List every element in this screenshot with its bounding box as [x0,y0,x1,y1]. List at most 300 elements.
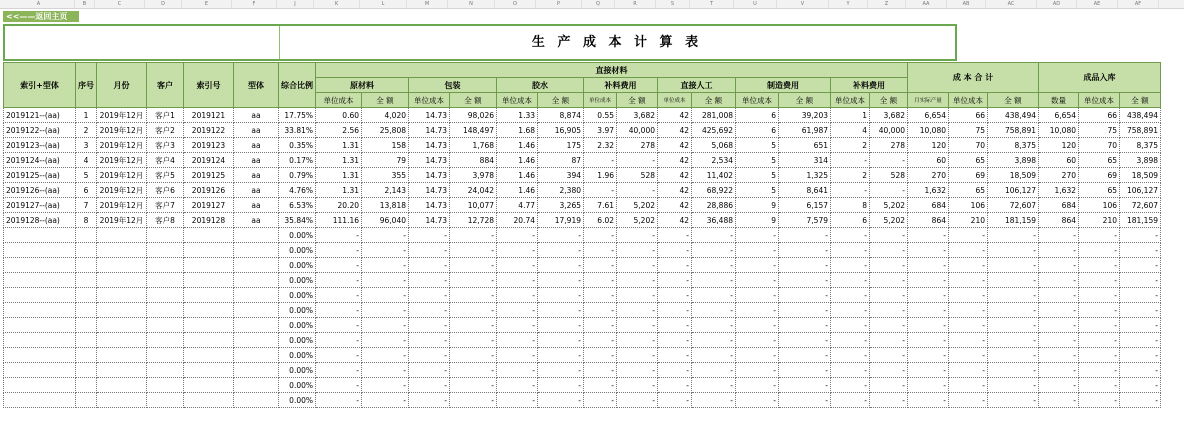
table-cell[interactable]: - [870,393,908,408]
table-cell[interactable]: 1,768 [450,138,497,153]
table-cell[interactable] [184,378,234,393]
table-cell[interactable]: - [779,273,831,288]
table-cell[interactable]: 4,020 [362,108,409,123]
table-cell[interactable]: - [1120,288,1161,303]
table-cell[interactable]: - [409,228,450,243]
table-cell[interactable]: 0.00% [279,378,316,393]
table-cell[interactable]: 0.00% [279,303,316,318]
table-cell[interactable]: - [779,348,831,363]
table-cell[interactable] [184,303,234,318]
table-cell[interactable] [4,333,76,348]
table-cell[interactable]: - [736,258,779,273]
table-cell[interactable]: - [831,273,870,288]
column-letter[interactable]: AC [986,0,1037,8]
table-cell[interactable]: 1.96 [584,168,617,183]
table-cell[interactable]: - [617,228,658,243]
table-cell[interactable]: 0.17% [279,153,316,168]
table-cell[interactable]: - [409,273,450,288]
table-cell[interactable] [97,228,147,243]
table-cell[interactable]: - [409,393,450,408]
table-cell[interactable]: - [658,243,692,258]
table-cell[interactable] [184,273,234,288]
table-cell[interactable]: aa [234,168,279,183]
table-cell[interactable]: 3.97 [584,123,617,138]
table-cell[interactable]: 0.35% [279,138,316,153]
back-to-home-link[interactable]: <<——返回主页 [3,11,79,22]
table-cell[interactable] [147,243,184,258]
table-cell[interactable]: 28,886 [692,198,736,213]
table-cell[interactable]: - [538,258,584,273]
table-cell[interactable]: - [362,393,409,408]
table-cell[interactable]: - [409,243,450,258]
table-cell[interactable]: - [988,348,1039,363]
table-cell[interactable]: 3,978 [450,168,497,183]
table-cell[interactable]: - [736,378,779,393]
table-cell[interactable]: - [870,333,908,348]
column-letter[interactable]: L [360,0,407,8]
table-cell[interactable]: 3,682 [617,108,658,123]
table-cell[interactable]: 2019年12月 [97,183,147,198]
table-cell[interactable]: 70 [1079,138,1120,153]
table-cell[interactable] [147,258,184,273]
table-cell[interactable]: - [538,378,584,393]
table-cell[interactable]: 40,000 [870,123,908,138]
table-cell[interactable]: - [908,303,949,318]
table-cell[interactable]: 18,509 [988,168,1039,183]
column-letter[interactable]: N [448,0,495,8]
column-letter[interactable]: AF [1118,0,1159,8]
table-cell[interactable]: 68,922 [692,183,736,198]
table-cell[interactable]: - [409,348,450,363]
table-cell[interactable]: - [658,303,692,318]
table-cell[interactable]: - [1120,258,1161,273]
table-cell[interactable]: 270 [1039,168,1079,183]
table-cell[interactable]: 106,127 [988,183,1039,198]
table-cell[interactable]: 2019126--(aa) [4,183,76,198]
table-cell[interactable]: - [617,348,658,363]
table-cell[interactable]: 2,380 [538,183,584,198]
table-cell[interactable] [147,228,184,243]
table-cell[interactable]: - [779,378,831,393]
table-cell[interactable]: 20.20 [316,198,362,213]
table-cell[interactable]: - [736,288,779,303]
table-cell[interactable] [97,243,147,258]
table-cell[interactable]: 106,127 [1120,183,1161,198]
table-cell[interactable]: 8 [831,198,870,213]
table-cell[interactable]: 106 [1079,198,1120,213]
table-cell[interactable]: - [870,273,908,288]
table-cell[interactable]: 355 [362,168,409,183]
table-cell[interactable]: 2019年12月 [97,168,147,183]
table-cell[interactable]: - [779,393,831,408]
table-cell[interactable]: - [779,288,831,303]
table-cell[interactable]: 客户6 [147,183,184,198]
table-cell[interactable] [76,273,97,288]
table-cell[interactable]: 3,682 [870,108,908,123]
table-cell[interactable]: - [908,318,949,333]
table-cell[interactable]: 6,654 [1039,108,1079,123]
table-cell[interactable]: - [409,303,450,318]
table-cell[interactable]: - [949,378,988,393]
table-cell[interactable] [4,228,76,243]
table-cell[interactable]: - [450,243,497,258]
table-cell[interactable]: 0.00% [279,273,316,288]
table-cell[interactable]: - [949,228,988,243]
table-cell[interactable] [147,348,184,363]
table-cell[interactable]: 0.79% [279,168,316,183]
table-cell[interactable] [234,378,279,393]
table-cell[interactable] [4,303,76,318]
column-letter[interactable]: O [495,0,536,8]
table-cell[interactable] [4,393,76,408]
table-cell[interactable]: - [1079,333,1120,348]
table-cell[interactable]: 69 [949,168,988,183]
table-cell[interactable]: - [779,228,831,243]
table-cell[interactable]: - [497,288,538,303]
table-cell[interactable]: - [736,243,779,258]
table-cell[interactable]: - [779,363,831,378]
column-letter[interactable]: Q [582,0,615,8]
table-cell[interactable]: 客户4 [147,153,184,168]
table-cell[interactable]: - [1120,348,1161,363]
table-cell[interactable]: - [584,273,617,288]
table-cell[interactable]: 314 [779,153,831,168]
table-cell[interactable]: - [949,363,988,378]
table-cell[interactable]: - [831,243,870,258]
table-cell[interactable]: 11,402 [692,168,736,183]
table-cell[interactable]: 2019124--(aa) [4,153,76,168]
table-cell[interactable]: 2019128 [184,213,234,228]
table-cell[interactable]: - [362,348,409,363]
table-cell[interactable]: aa [234,153,279,168]
table-cell[interactable] [184,258,234,273]
table-cell[interactable]: 35.84% [279,213,316,228]
column-letter[interactable]: T [690,0,734,8]
column-letter[interactable]: J [277,0,314,8]
table-cell[interactable] [234,288,279,303]
table-cell[interactable]: 1.46 [497,168,538,183]
table-cell[interactable]: - [988,273,1039,288]
table-cell[interactable]: 66 [949,108,988,123]
table-cell[interactable]: - [1120,273,1161,288]
table-cell[interactable]: 2 [76,123,97,138]
table-cell[interactable]: - [779,333,831,348]
table-cell[interactable]: 2 [831,138,870,153]
table-cell[interactable]: - [831,378,870,393]
table-cell[interactable]: 6 [736,123,779,138]
table-cell[interactable]: 2019126 [184,183,234,198]
table-cell[interactable] [97,378,147,393]
table-cell[interactable]: - [450,288,497,303]
table-cell[interactable]: 0.60 [316,108,362,123]
table-cell[interactable]: 72,607 [1120,198,1161,213]
table-cell[interactable]: 0.55 [584,108,617,123]
table-cell[interactable]: - [736,363,779,378]
table-cell[interactable]: - [988,378,1039,393]
table-cell[interactable]: 684 [908,198,949,213]
table-cell[interactable]: 2019124 [184,153,234,168]
table-cell[interactable]: - [988,258,1039,273]
table-cell[interactable]: 75 [1079,123,1120,138]
table-cell[interactable]: - [692,243,736,258]
table-cell[interactable]: - [908,333,949,348]
table-cell[interactable]: 2.32 [584,138,617,153]
table-cell[interactable] [234,228,279,243]
table-cell[interactable]: - [1039,303,1079,318]
table-cell[interactable]: - [949,273,988,288]
table-cell[interactable]: - [316,243,362,258]
table-cell[interactable]: 17,919 [538,213,584,228]
table-cell[interactable]: 40,000 [617,123,658,138]
table-cell[interactable] [4,243,76,258]
table-cell[interactable]: 14.73 [409,198,450,213]
table-cell[interactable]: 4.77 [497,198,538,213]
table-cell[interactable]: 70 [949,138,988,153]
table-cell[interactable]: 5 [736,153,779,168]
table-cell[interactable]: 6.53% [279,198,316,213]
table-cell[interactable]: - [617,243,658,258]
column-letter[interactable]: M [407,0,448,8]
table-cell[interactable]: - [908,378,949,393]
table-cell[interactable]: - [1120,393,1161,408]
table-cell[interactable] [184,288,234,303]
table-cell[interactable]: 36,488 [692,213,736,228]
column-letter[interactable]: AE [1077,0,1118,8]
table-cell[interactable]: - [908,228,949,243]
table-cell[interactable]: 客户1 [147,108,184,123]
table-cell[interactable]: 65 [949,183,988,198]
table-cell[interactable] [76,318,97,333]
table-cell[interactable]: - [450,318,497,333]
table-cell[interactable] [184,363,234,378]
table-cell[interactable] [76,363,97,378]
table-cell[interactable]: 2019122--(aa) [4,123,76,138]
table-cell[interactable]: - [617,303,658,318]
table-cell[interactable]: 42 [658,168,692,183]
table-cell[interactable]: - [736,333,779,348]
table-cell[interactable]: - [831,348,870,363]
table-cell[interactable]: - [736,228,779,243]
table-cell[interactable]: - [497,333,538,348]
table-cell[interactable]: - [949,303,988,318]
table-cell[interactable]: - [617,318,658,333]
table-cell[interactable]: 5,202 [870,198,908,213]
table-cell[interactable]: - [450,393,497,408]
table-cell[interactable]: 12,728 [450,213,497,228]
table-cell[interactable] [234,363,279,378]
table-cell[interactable] [76,393,97,408]
table-cell[interactable] [97,288,147,303]
table-cell[interactable]: - [908,363,949,378]
table-cell[interactable]: - [362,378,409,393]
table-cell[interactable] [234,258,279,273]
table-cell[interactable]: - [584,153,617,168]
column-letter[interactable]: E [182,0,232,8]
table-cell[interactable] [234,318,279,333]
table-cell[interactable]: 1 [76,108,97,123]
table-cell[interactable]: - [409,363,450,378]
table-cell[interactable]: - [1120,363,1161,378]
table-cell[interactable]: - [538,228,584,243]
table-cell[interactable]: - [831,153,870,168]
table-cell[interactable]: - [988,243,1039,258]
table-cell[interactable]: 65 [1079,153,1120,168]
table-cell[interactable]: - [736,273,779,288]
table-cell[interactable]: - [617,153,658,168]
table-cell[interactable]: 66 [1079,108,1120,123]
table-cell[interactable]: 2.56 [316,123,362,138]
table-cell[interactable]: - [538,363,584,378]
table-cell[interactable]: - [870,258,908,273]
table-cell[interactable] [234,348,279,363]
table-cell[interactable]: - [316,288,362,303]
table-cell[interactable]: - [908,348,949,363]
table-cell[interactable]: - [949,288,988,303]
table-cell[interactable]: - [908,288,949,303]
table-cell[interactable]: 0.00% [279,363,316,378]
table-cell[interactable] [4,273,76,288]
table-cell[interactable]: - [584,288,617,303]
table-cell[interactable]: - [362,363,409,378]
table-cell[interactable] [4,258,76,273]
table-cell[interactable]: - [450,273,497,288]
table-cell[interactable]: - [617,393,658,408]
table-cell[interactable]: - [1120,318,1161,333]
table-cell[interactable]: - [538,273,584,288]
table-cell[interactable]: 客户2 [147,123,184,138]
table-cell[interactable]: 2019128--(aa) [4,213,76,228]
table-cell[interactable]: - [1039,348,1079,363]
table-cell[interactable]: - [870,288,908,303]
table-cell[interactable]: - [497,258,538,273]
table-cell[interactable] [147,318,184,333]
table-cell[interactable]: - [692,228,736,243]
table-cell[interactable]: 2019年12月 [97,153,147,168]
table-cell[interactable]: 864 [1039,213,1079,228]
table-cell[interactable]: - [988,228,1039,243]
column-letter[interactable]: AB [947,0,986,8]
table-cell[interactable]: 175 [538,138,584,153]
table-cell[interactable]: 4 [831,123,870,138]
table-cell[interactable]: - [870,303,908,318]
table-cell[interactable]: 客户3 [147,138,184,153]
table-cell[interactable]: 33.81% [279,123,316,138]
column-letter[interactable]: P [536,0,582,8]
table-cell[interactable]: 5 [736,138,779,153]
table-cell[interactable]: - [362,273,409,288]
table-cell[interactable]: 42 [658,183,692,198]
table-cell[interactable]: - [584,318,617,333]
table-cell[interactable]: - [658,258,692,273]
table-cell[interactable]: 6,654 [908,108,949,123]
table-cell[interactable]: 270 [908,168,949,183]
table-cell[interactable]: 3,265 [538,198,584,213]
table-cell[interactable]: - [692,393,736,408]
column-letter[interactable]: R [615,0,656,8]
table-cell[interactable]: - [497,318,538,333]
table-cell[interactable]: - [538,348,584,363]
table-cell[interactable]: 2,143 [362,183,409,198]
table-cell[interactable]: - [362,258,409,273]
table-cell[interactable]: - [658,393,692,408]
table-cell[interactable]: - [1079,378,1120,393]
table-cell[interactable]: - [584,228,617,243]
table-cell[interactable]: - [870,183,908,198]
table-cell[interactable]: 0.00% [279,393,316,408]
table-cell[interactable]: 0.00% [279,348,316,363]
table-cell[interactable]: 0.00% [279,333,316,348]
table-cell[interactable]: - [1039,318,1079,333]
table-cell[interactable]: - [658,288,692,303]
column-letter[interactable]: F [232,0,277,8]
table-cell[interactable]: - [870,318,908,333]
table-cell[interactable]: 651 [779,138,831,153]
table-cell[interactable]: 2019年12月 [97,198,147,213]
table-cell[interactable] [147,378,184,393]
table-cell[interactable]: 210 [1079,213,1120,228]
table-cell[interactable]: - [779,303,831,318]
table-cell[interactable]: 87 [538,153,584,168]
table-cell[interactable]: - [497,243,538,258]
table-cell[interactable]: - [658,273,692,288]
table-cell[interactable]: 2019127--(aa) [4,198,76,213]
table-cell[interactable]: - [658,228,692,243]
table-cell[interactable]: 1.68 [497,123,538,138]
column-letter[interactable]: Y [829,0,868,8]
table-cell[interactable]: - [1079,258,1120,273]
table-cell[interactable]: 96,040 [362,213,409,228]
table-cell[interactable]: 7.61 [584,198,617,213]
table-cell[interactable]: 75 [949,123,988,138]
table-cell[interactable] [147,333,184,348]
table-cell[interactable]: 17.75% [279,108,316,123]
table-cell[interactable]: 24,042 [450,183,497,198]
table-cell[interactable]: 98,026 [450,108,497,123]
table-cell[interactable]: - [949,348,988,363]
table-cell[interactable]: 2019127 [184,198,234,213]
table-cell[interactable]: 42 [658,198,692,213]
table-cell[interactable] [147,393,184,408]
table-cell[interactable]: 8 [76,213,97,228]
table-cell[interactable]: - [692,273,736,288]
table-cell[interactable]: 2,534 [692,153,736,168]
table-cell[interactable]: aa [234,213,279,228]
table-cell[interactable] [4,363,76,378]
table-cell[interactable]: 42 [658,123,692,138]
table-cell[interactable]: 60 [908,153,949,168]
table-cell[interactable]: 2019年12月 [97,108,147,123]
table-cell[interactable] [76,303,97,318]
table-cell[interactable]: - [831,258,870,273]
table-cell[interactable]: - [831,318,870,333]
table-cell[interactable]: - [497,393,538,408]
table-cell[interactable] [97,393,147,408]
table-cell[interactable]: - [658,333,692,348]
table-cell[interactable]: - [362,243,409,258]
table-cell[interactable]: 2019年12月 [97,213,147,228]
table-cell[interactable]: - [692,348,736,363]
table-cell[interactable]: 6,157 [779,198,831,213]
table-cell[interactable]: 1 [831,108,870,123]
table-cell[interactable]: - [409,318,450,333]
table-cell[interactable]: 2019125--(aa) [4,168,76,183]
table-cell[interactable]: 60 [1039,153,1079,168]
table-cell[interactable] [76,258,97,273]
table-cell[interactable]: - [538,243,584,258]
table-cell[interactable]: - [450,258,497,273]
table-cell[interactable]: - [584,333,617,348]
table-cell[interactable] [184,333,234,348]
